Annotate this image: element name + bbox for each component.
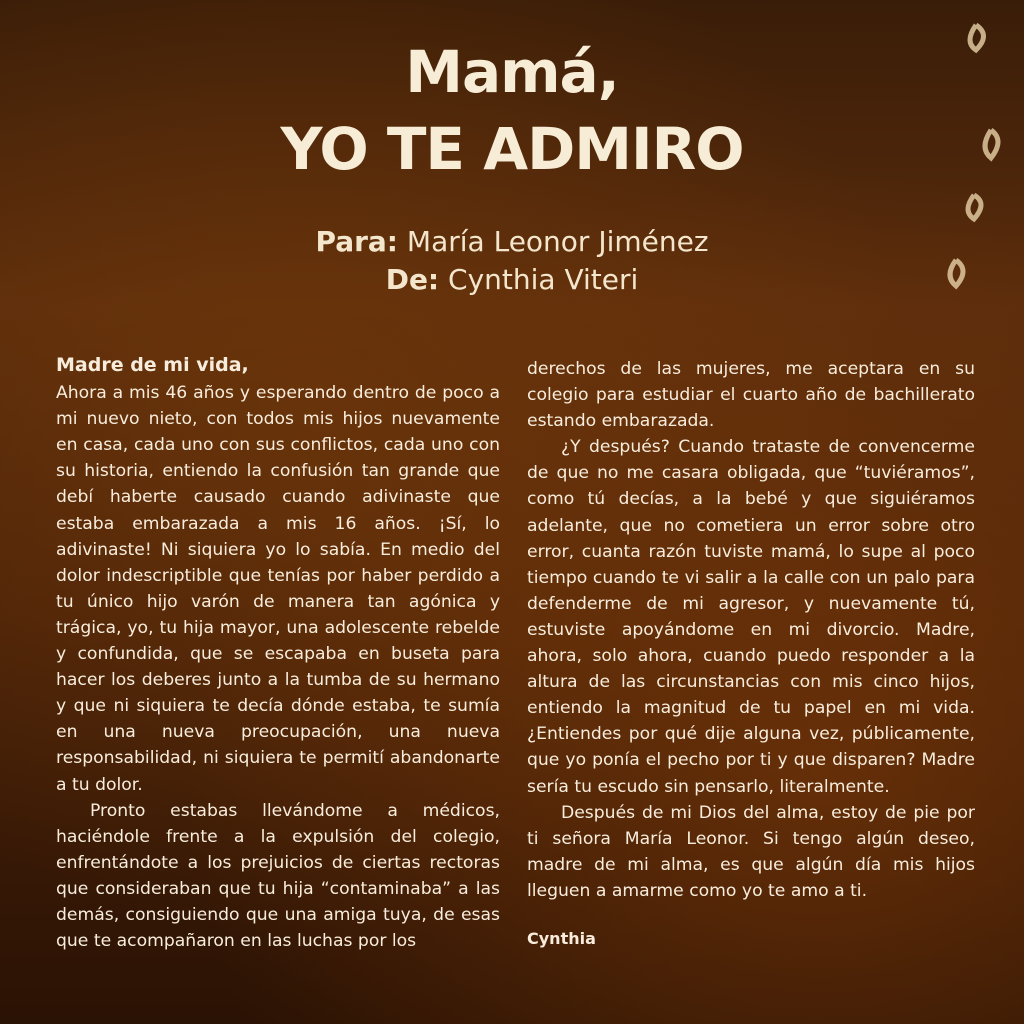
title-line-1: Mamá,: [405, 38, 619, 106]
to-label: Para:: [315, 225, 399, 258]
sender-line: [0, 263, 1024, 296]
paragraph: Pronto estabas llevándome a médicos, haciéndole frente a la expulsión del colegio, enfrentándote a los prejuicios de ciertas rectoras que consideraban que tu hija “contaminaba” a las demás, consiguiendo que una amiga tuya, de esas que te acompañaron en las luchas por los: [56, 800, 500, 952]
to-name: María Leonor Jiménez: [406, 225, 709, 258]
title-line-2: YO TE ADMIRO: [280, 115, 744, 183]
paragraph: Después de mi Dios del alma, estoy de pie por ti señora María Leonor. Si tengo algún deseo, madre de mi alma, es que algún día mis hijos lleguen a amarme como yo te amo a ti.: [527, 802, 975, 901]
paragraph: Ahora a mis 46 años y esperando dentro de poco a mi nuevo nieto, con todos mis hijos nuevamente en casa, cada uno con sus conflictos, cada uno con su historia, entiendo la confusión tan grande que debí haberte causado cuando adivinaste que estaba embarazada a mis 16 años. ¡Sí, lo adivinaste! Ni siquiera yo lo sabía. En medio del dolor indescriptible que tenías por haber perdido a tu único hijo varón de manera tan agónica y trágica, yo, tu hija mayor, una adolescente rebelde y confundida, que se escapaba en buseta para hacer los deberes junto a la tumba de su hermano y que ni siquiera te decía dónde estaba, te sumía en una nueva preocupación, una nueva responsabilidad, ni siquiera te permití abandonarte a tu dolor.: [56, 383, 500, 795]
paragraph: ¿Y después? Cuando trataste de convencerme de que no me casara obligada, que “tuviéramos”, como tú decías, a la bebé y que siguiéramos adelante, que no cometiera un error sobre otro error, cuanta razón tuviste mamá, lo supe al poco tiempo cuando te vi salir a la calle con un palo para defenderme de mi agresor, y nuevamente tú, estuviste apoyándome en mi divorcio. Madre, ahora, solo ahora, cuando puedo responder a la altura de las circunstancias con mis cinco hijos, entiendo la magnitud de tu papel en mi vida. ¿Entiendes por qué dije alguna vez, públicamente, que yo ponía el pecho por ti y que disparen? Madre sería tu escudo sin pensarlo, literalmente.: [527, 437, 975, 797]
paragraph: derechos de las mujeres, me aceptara en su colegio para estudiar el cuarto año de bachillerato estando embarazada.: [527, 359, 975, 432]
signature: Cynthia: [527, 928, 596, 948]
from-label: De:: [385, 263, 440, 296]
right-column: [527, 356, 975, 952]
from-name: Cynthia Viteri: [448, 263, 639, 296]
recipient-line: [0, 225, 1024, 258]
left-column: [56, 352, 500, 954]
salutation: Madre de mi vida,: [56, 354, 249, 376]
